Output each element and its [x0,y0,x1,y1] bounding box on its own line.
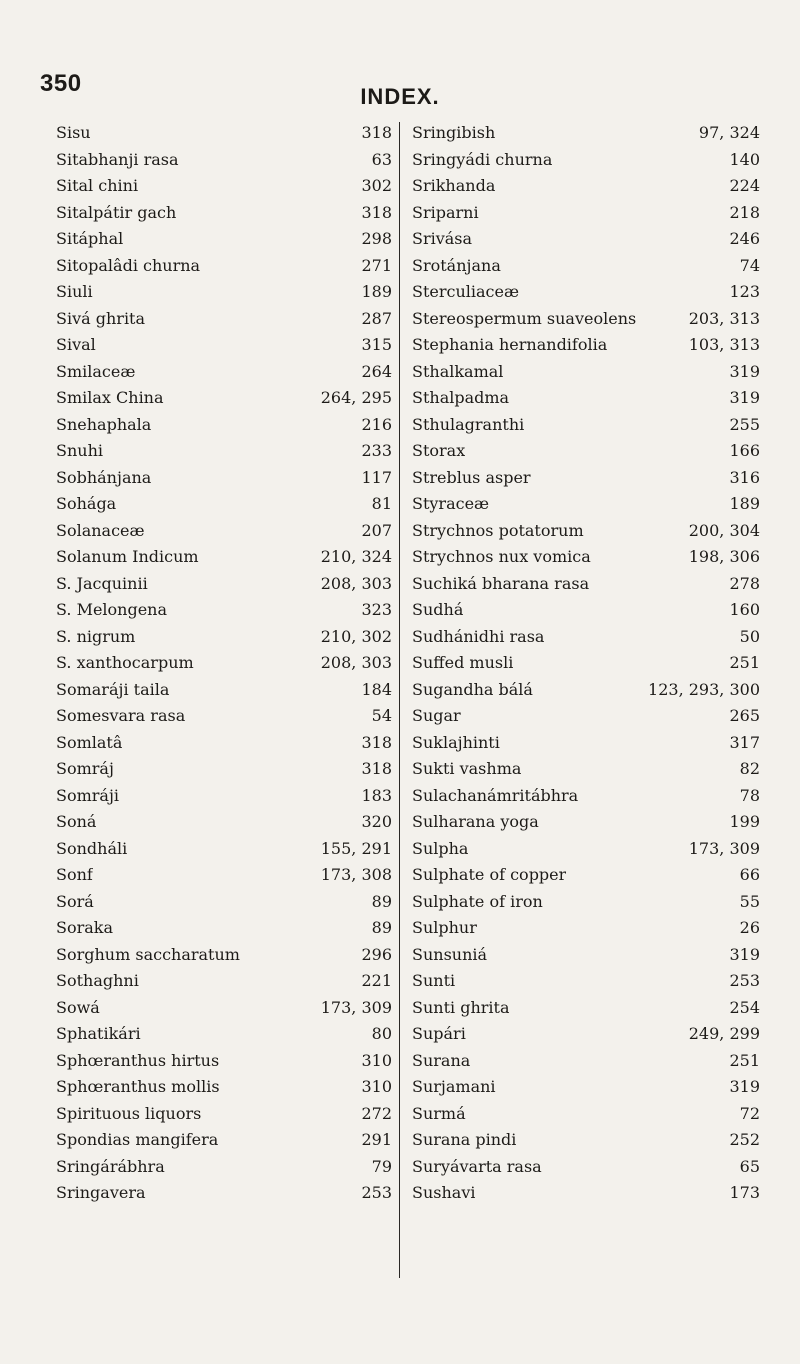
index-entry [56,332,392,359]
index-entry [412,306,760,333]
entry-pages: 318 [361,202,392,222]
index-entry [56,730,392,757]
entry-pages: 278 [729,573,760,593]
entry-term: Sulpha [412,838,469,858]
entry-pages: 310 [361,1077,392,1096]
entry-term: Soná [56,812,97,831]
index-entry [412,1074,760,1101]
index-entry [56,1180,392,1207]
entry-term: Sitopalâdi churna [56,255,201,275]
entry-term: Sugar [412,706,461,725]
entry-pages: 97, 324 [698,123,760,142]
entry-term: Smilaceæ [56,361,136,381]
entry-pages: 54 [371,706,392,725]
entry-pages: 323 [361,600,392,619]
entry-pages: 319 [729,944,760,964]
entry-pages: 200, 304 [688,520,760,540]
entry-term: Surana [412,1050,471,1070]
index-entry [412,995,760,1022]
index-entry [412,889,760,916]
entry-pages: 63 [371,149,392,169]
entry-pages: 302 [361,176,392,195]
entry-pages: 189 [361,282,392,301]
entry-pages: 253 [729,971,760,990]
entry-pages: 272 [361,1103,392,1123]
index-entry [56,385,392,412]
entry-pages: 318 [361,732,392,752]
index-entry [412,809,760,836]
entry-term: Surana pindi [412,1130,517,1149]
index-entry [56,862,392,889]
entry-term: Sulphate of iron [412,891,543,911]
entry-term: Sohága [56,494,117,513]
entry-pages: 89 [371,891,392,911]
entry-term: Suryávarta rasa [412,1156,542,1176]
index-entry [412,597,760,624]
entry-pages: 123 [729,282,760,301]
entry-term: Sitalpátir gach [56,202,177,222]
entry-term: Sonf [56,865,93,884]
entry-term: Sriparni [412,202,479,222]
entry-pages: 252 [729,1130,760,1149]
entry-term: Sunti [412,971,456,990]
entry-term: Sudhá [412,600,464,619]
index-entry [56,253,392,280]
entry-pages: 253 [361,1183,392,1202]
index-entry [412,359,760,386]
index-entry [56,438,392,465]
entry-term: Sterculiaceæ [412,282,520,301]
entry-pages: 318 [361,759,392,778]
entry-pages: 173, 308 [320,865,392,884]
index-entry [412,412,760,439]
entry-pages: 166 [729,441,760,460]
entry-term: Srotánjana [412,255,501,275]
entry-term: Solanum Indicum [56,547,199,566]
entry-term: Snehaphala [56,414,152,434]
entry-pages: 318 [361,123,392,142]
entry-term: Snuhi [56,441,103,460]
index-entry [56,544,392,571]
entry-pages: 103, 313 [688,335,760,354]
index-entry [412,147,760,174]
entry-pages: 251 [729,653,760,672]
entry-pages: 72 [739,1103,760,1123]
index-entry [56,1074,392,1101]
entry-term: Sthalpadma [412,388,510,407]
entry-term: Spirituous liquors [56,1103,202,1123]
entry-pages: 208, 303 [320,573,392,593]
entry-term: Sondháli [56,838,128,858]
entry-pages: 224 [729,176,760,195]
entry-term: Streblus asper [412,467,531,487]
entry-term: Smilax China [56,388,164,407]
entry-term: Suchiká bharana rasa [412,573,590,593]
entry-pages: 65 [739,1156,760,1176]
entry-term: Styraceæ [412,494,490,513]
entry-term: S. Melongena [56,600,168,619]
entry-term: Srivása [412,229,473,248]
right-index-column [412,120,760,1207]
index-entry [412,544,760,571]
entry-pages: 203, 313 [688,308,760,328]
index-entry [412,120,760,147]
entry-term: Sulphate of copper [412,865,567,884]
index-entry [56,173,392,200]
entry-term: Sital chini [56,176,139,195]
entry-pages: 264 [361,361,392,381]
entry-pages: 183 [361,785,392,805]
entry-pages: 246 [729,229,760,248]
entry-pages: 216 [361,414,392,434]
index-entry [412,1154,760,1181]
index-entry [412,438,760,465]
entry-term: Supári [412,1024,466,1043]
entry-term: Sunsuniá [412,944,488,964]
entry-term: Storax [412,441,466,460]
index-entry [412,1127,760,1154]
entry-pages: 74 [739,255,760,275]
left-index-column [56,120,392,1207]
entry-term: Sorghum saccharatum [56,944,240,964]
entry-term: Solanaceæ [56,520,145,540]
index-entry [56,809,392,836]
entry-pages: 320 [361,812,392,831]
index-entry [412,650,760,677]
entry-pages: 82 [739,759,760,778]
entry-term: S. xanthocarpum [56,653,194,672]
index-entry [412,1180,760,1207]
entry-term: Sorá [56,891,94,911]
index-entry [412,518,760,545]
entry-pages: 50 [739,626,760,646]
index-entry [412,703,760,730]
entry-pages: 298 [361,229,392,248]
entry-term: Srikhanda [412,176,496,195]
index-entry [56,1154,392,1181]
entry-term: Sisu [56,123,91,142]
entry-pages: 173 [729,1183,760,1202]
index-entry [56,1101,392,1128]
index-entry [56,491,392,518]
index-entry [56,279,392,306]
entry-term: Sival [56,335,96,354]
entry-term: Sivá ghrita [56,308,146,328]
index-entry [412,465,760,492]
entry-pages: 184 [361,679,392,699]
entry-pages: 189 [729,494,760,513]
index-entry [56,783,392,810]
index-entry [56,756,392,783]
entry-pages: 160 [729,600,760,619]
entry-term: Sukti vashma [412,759,522,778]
column-divider [399,122,400,1278]
entry-term: Sringárábhra [56,1156,165,1176]
entry-term: Sowá [56,997,100,1017]
entry-pages: 89 [371,918,392,937]
entry-term: Sphœranthus mollis [56,1077,220,1096]
entry-pages: 317 [729,732,760,752]
index-entry [56,200,392,227]
entry-term: Sitáphal [56,229,124,248]
index-entry [412,385,760,412]
entry-pages: 296 [361,944,392,964]
entry-term: Somráj [56,759,114,778]
entry-pages: 287 [361,308,392,328]
entry-term: S. Jacquinii [56,573,148,593]
entry-pages: 26 [739,918,760,937]
index-entry [412,862,760,889]
entry-term: Sothaghni [56,971,139,990]
entry-pages: 249, 299 [688,1024,760,1043]
index-entry [412,173,760,200]
entry-term: Sringyádi churna [412,149,553,169]
index-entry [56,650,392,677]
entry-term: Sobhánjana [56,467,152,487]
entry-pages: 319 [729,361,760,381]
entry-term: Strychnos potatorum [412,520,584,540]
index-entry [412,783,760,810]
entry-pages: 218 [729,202,760,222]
entry-pages: 140 [729,149,760,169]
index-entry [56,518,392,545]
entry-pages: 80 [371,1024,392,1043]
entry-term: Sphatikári [56,1024,141,1043]
index-entry [56,147,392,174]
index-entry [412,836,760,863]
entry-term: Somesvara rasa [56,706,186,725]
index-entry [56,968,392,995]
index-entry [412,677,760,704]
entry-term: Sugandha bálá [412,679,533,699]
index-entry [56,226,392,253]
index-entry [412,1101,760,1128]
entry-pages: 173, 309 [320,997,392,1017]
index-entry [412,968,760,995]
entry-term: Sulachanámritábhra [412,785,579,805]
entry-pages: 66 [739,865,760,884]
entry-pages: 233 [361,441,392,460]
entry-term: Somráji [56,785,120,805]
index-entry [56,942,392,969]
entry-term: Sphœranthus hirtus [56,1050,220,1070]
entry-pages: 198, 306 [688,547,760,566]
index-entry [412,200,760,227]
entry-term: Sthalkamal [412,361,504,381]
index-entry [412,226,760,253]
index-entry [412,915,760,942]
entry-pages: 55 [739,891,760,911]
entry-term: Spondias mangifera [56,1130,219,1149]
entry-term: Sthulagranthi [412,414,525,434]
entry-pages: 123, 293, 300 [648,679,760,699]
entry-pages: 208, 303 [320,653,392,672]
entry-term: Stephania hernandifolia [412,335,608,354]
entry-pages: 199 [729,812,760,831]
index-entry [56,995,392,1022]
entry-term: Suffed musli [412,653,514,672]
entry-pages: 155, 291 [320,838,392,858]
entry-pages: 251 [729,1050,760,1070]
index-entry [412,279,760,306]
entry-term: Sunti ghrita [412,997,510,1017]
index-entry [56,624,392,651]
entry-pages: 210, 302 [320,626,392,646]
index-entry [412,624,760,651]
entry-pages: 265 [729,706,760,725]
entry-pages: 81 [371,494,392,513]
entry-pages: 221 [361,971,392,990]
index-entry [412,253,760,280]
entry-term: S. nigrum [56,626,136,646]
entry-pages: 117 [361,467,392,487]
index-entry [56,1048,392,1075]
entry-term: Strychnos nux vomica [412,547,591,566]
entry-pages: 319 [729,388,760,407]
index-entry [56,571,392,598]
index-entry [56,120,392,147]
index-entry [56,359,392,386]
entry-pages: 254 [729,997,760,1017]
index-entry [412,332,760,359]
index-entry [56,1127,392,1154]
entry-term: Sudhánidhi rasa [412,626,545,646]
entry-pages: 264, 295 [320,388,392,407]
entry-pages: 173, 309 [688,838,760,858]
index-entry [56,889,392,916]
index-entry [56,412,392,439]
entry-pages: 319 [729,1077,760,1096]
entry-term: Sulharana yoga [412,812,539,831]
entry-term: Sringibish [412,123,496,142]
entry-term: Siuli [56,282,93,301]
index-entry [412,730,760,757]
index-entry [412,942,760,969]
entry-term: Sushavi [412,1183,476,1202]
entry-term: Sringavera [56,1183,146,1202]
entry-term: Sulphur [412,918,477,937]
entry-term: Soraka [56,918,114,937]
entry-pages: 315 [361,335,392,354]
index-entry [412,571,760,598]
entry-pages: 79 [371,1156,392,1176]
entry-term: Sitabhanji rasa [56,149,179,169]
entry-pages: 291 [361,1130,392,1149]
entry-term: Surmá [412,1103,466,1123]
index-entry [412,756,760,783]
running-head: INDEX. [360,84,440,109]
entry-pages: 255 [729,414,760,434]
index-entry [412,491,760,518]
index-entry [56,1021,392,1048]
entry-pages: 210, 324 [320,547,392,566]
index-entry [56,465,392,492]
index-entry [412,1021,760,1048]
entry-term: Suklajhinti [412,732,500,752]
entry-pages: 271 [361,255,392,275]
page-number: 350 [40,70,82,97]
index-entry [56,703,392,730]
index-entry [412,1048,760,1075]
index-entry [56,597,392,624]
entry-term: Surjamani [412,1077,496,1096]
entry-pages: 316 [729,467,760,487]
index-entry [56,306,392,333]
entry-pages: 310 [361,1050,392,1070]
entry-pages: 78 [739,785,760,805]
entry-term: Stereospermum suaveolens [412,308,637,328]
entry-term: Somlatâ [56,732,123,752]
index-entry [56,836,392,863]
entry-pages: 207 [361,520,392,540]
entry-term: Somaráji taila [56,679,170,699]
index-entry [56,915,392,942]
index-entry [56,677,392,704]
